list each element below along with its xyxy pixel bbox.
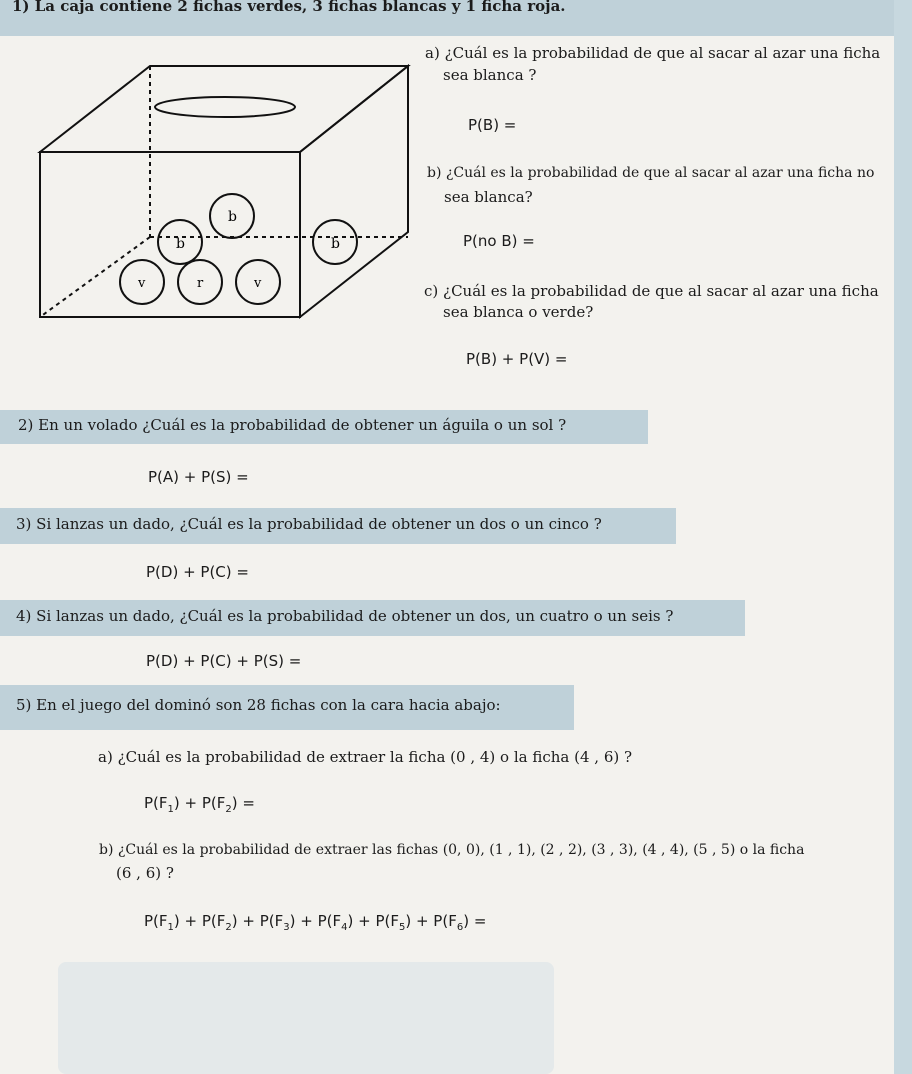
q5b-line2: (6 , 6) ? (116, 864, 174, 882)
q1c-line2: sea blanca o verde? (443, 303, 594, 321)
ball-r1 (178, 260, 222, 304)
ball-b3 (313, 220, 357, 264)
box-right-face (300, 66, 408, 317)
ball-b2-label: b (176, 236, 185, 252)
q5-text: 5) En el juego del dominó son 28 fichas con la cara hacia abajo: (16, 696, 501, 714)
q1b-equation: P(no B) = (463, 232, 535, 250)
q1c-equation: P(B) + P(V) = (466, 350, 568, 368)
ball-v1-label: v (138, 276, 146, 291)
q5b-line1: b) ¿Cuál es la probabilidad de extraer las fichas (0, 0), (1 , 1), (2 , 2), (3 , 3), (4 , 4), (5 , 5) o la ficha (99, 842, 805, 858)
q1c-line1: c) ¿Cuál es la probabilidad de que al sacar al azar una ficha (424, 282, 879, 300)
ball-v2 (236, 260, 280, 304)
q1b-line2: sea blanca? (444, 188, 533, 206)
box-slot (155, 97, 295, 117)
ball-v1 (120, 260, 164, 304)
q1a-line1: a) ¿Cuál es la probabilidad de que al sacar al azar una ficha (425, 44, 881, 62)
q2-equation: P(A) + P(S) = (148, 468, 249, 486)
page-edge (894, 0, 912, 1074)
q1a-line2: sea blanca ? (443, 66, 537, 84)
ball-b1-label: b (228, 209, 237, 225)
q3-equation: P(D) + P(C) = (146, 563, 249, 581)
bleed-through-box (58, 962, 554, 1074)
q4-equation: P(D) + P(C) + P(S) = (146, 652, 302, 670)
q5b-equation: $P(F_1) + P(F_2) + P(F_3) + P(F_4) + P(F_5) + P(F_6)$ = (144, 912, 487, 933)
q2-text: 2) En un volado ¿Cuál es la probabilidad de obtener un águila o un sol ? (18, 416, 567, 434)
box-front-face (40, 152, 300, 317)
ball-r1-label: r (197, 276, 204, 291)
ball-b3-label: b (331, 236, 340, 252)
q1a-equation: P(B) = (468, 116, 517, 134)
q3-text: 3) Si lanzas un dado, ¿Cuál es la probabilidad de obtener un dos o un cinco ? (16, 515, 602, 533)
ball-v2-label: v (254, 276, 262, 291)
problem-1-title: 1) La caja contiene 2 fichas verdes, 3 fichas blancas y 1 ficha roja. (12, 0, 566, 15)
ball-b1 (210, 194, 254, 238)
q5a-text: a) ¿Cuál es la probabilidad de extraer la ficha (0 , 4) o la ficha (4 , 6) ? (98, 748, 633, 766)
ball-b2 (158, 220, 202, 264)
q5a-equation: $P(F_1) + P(F_2)$ = (144, 794, 255, 815)
q1b-line1: b) ¿Cuál es la probabilidad de que al sacar al azar una ficha no (427, 165, 875, 181)
q4-text: 4) Si lanzas un dado, ¿Cuál es la probabilidad de obtener un dos, un cuatro o un seis ? (16, 607, 674, 625)
box-diagram (30, 52, 450, 342)
